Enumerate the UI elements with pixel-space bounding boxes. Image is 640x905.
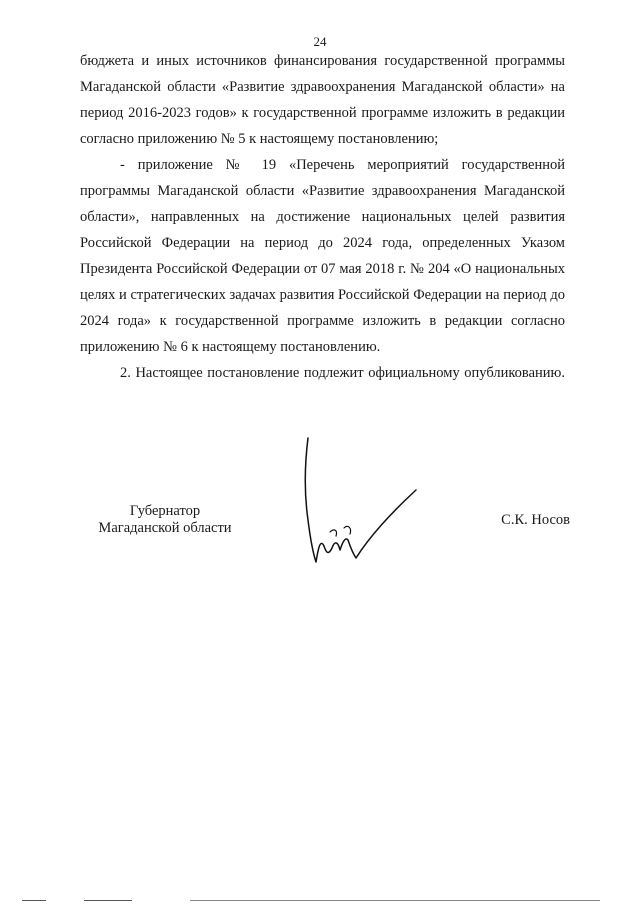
paragraph-publication: 2. Настоящее постановление подлежит официальному опубликованию. [120,365,565,381]
handwritten-signature [290,432,430,572]
scan-edge-right [190,900,600,901]
paragraph-budget: бюджета и иных источников финансирования государственной программы Магаданской области «Развитие здравоохранения Магаданской области» на период 2016-2023 годов» к государственной программе изложить в редакции согласно приложению № 5 к настоящему постановлению; [80,53,565,147]
signatory-name: С.К. Носов [501,512,570,528]
paragraph-appendix-19: - приложение № 19 «Перечень мероприятий государственной программы Магаданской области «Развитие здравоохранения Магаданской области», направленных на достижение национальных целей развития Российской Федерации на период до 2024 года, определенных Указом Президента Российской Федерации от 07 мая 2018 г. № 204 «О национальных целях и стратегических задачах развития Российской Федерации на период до 2024 года» к государственной программе изложить в редакции согласно приложению № 6 к настоящему постановлению. [80,157,565,355]
signatory-position [95,503,235,537]
signatory-region: Магаданской области [98,520,232,536]
signatory-title: Губернатор [129,503,201,519]
page-number: 24 [313,34,327,49]
body-text [80,48,565,386]
scan-edge-middle [84,900,132,901]
scan-edge-left [22,900,46,901]
